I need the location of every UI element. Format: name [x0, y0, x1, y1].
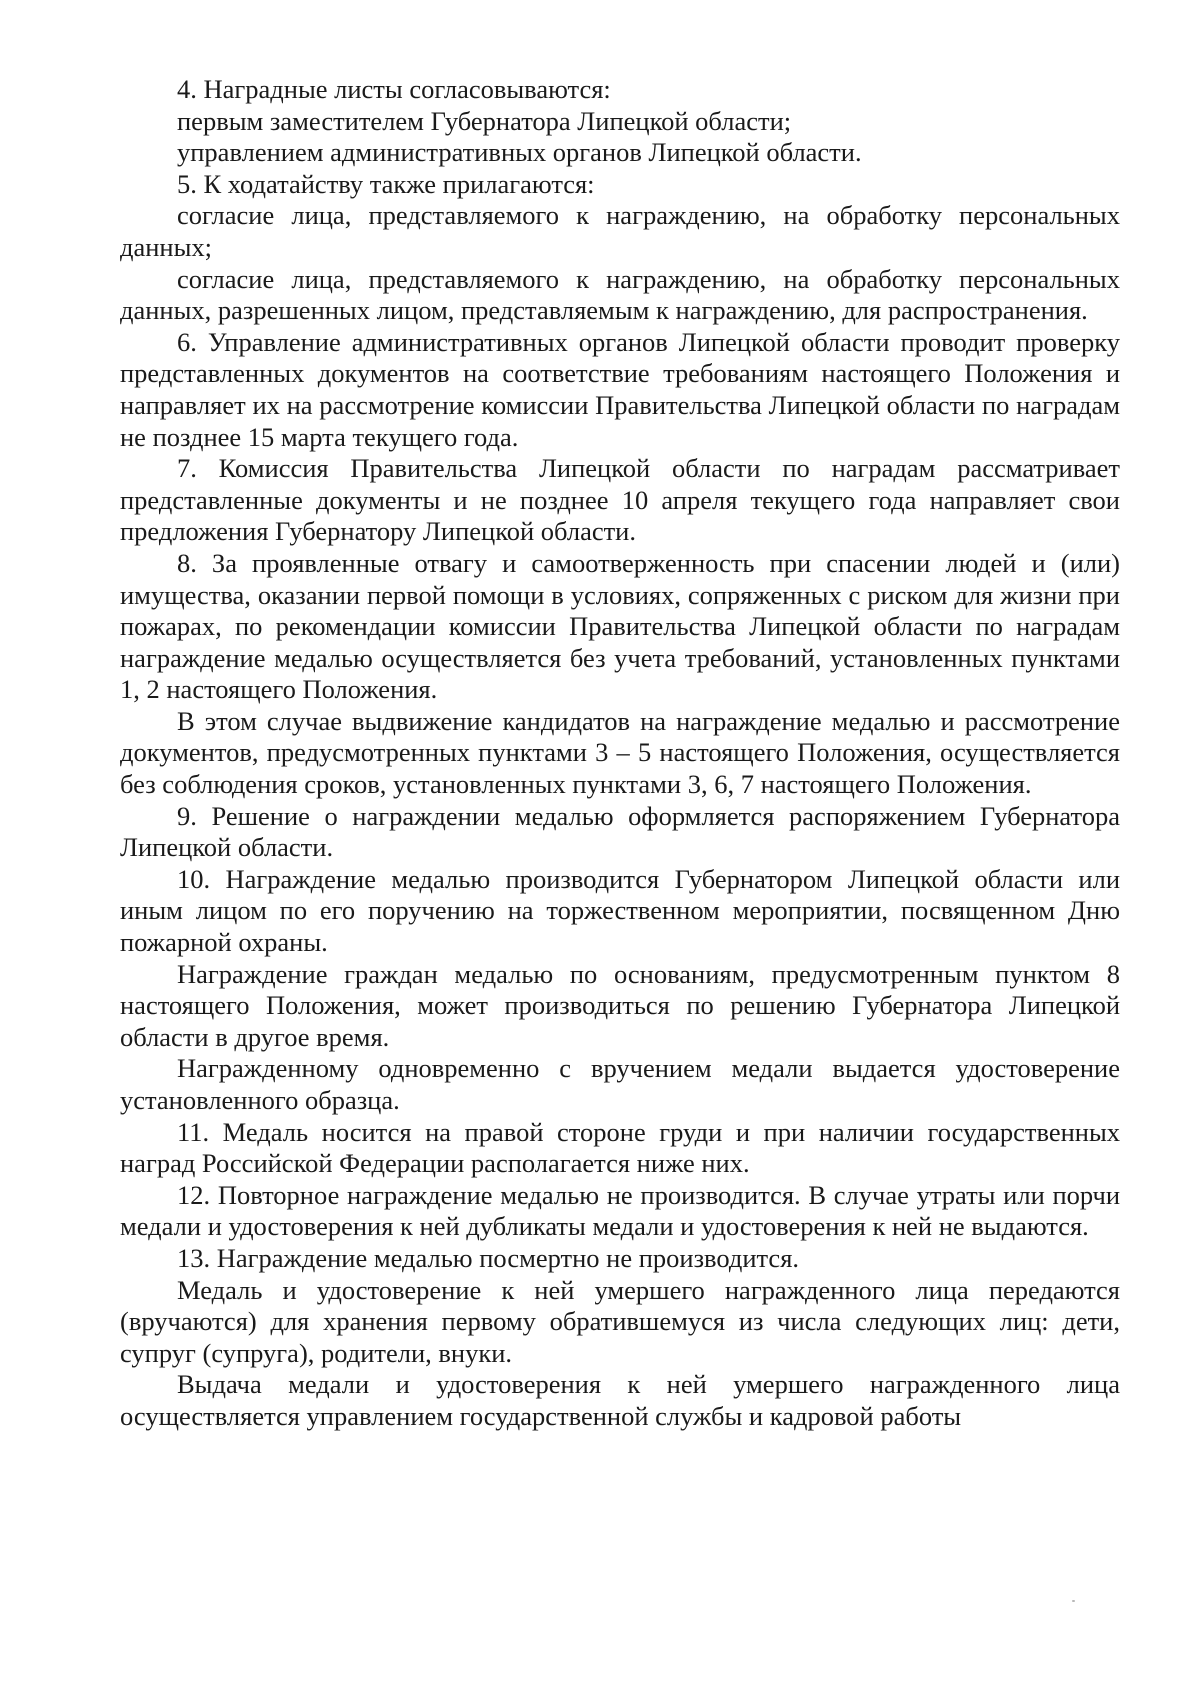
- paragraph-item-5: 5. К ходатайству также прилагаются:: [177, 168, 595, 199]
- paragraph-item-6: 6. Управление административных органов Липецкой области проводит проверку представленных документов на соответствие требованиям настоящего Положения и направляет их на рассмотрение комиссии Правительства Липецкой области по наградам не позднее 15 марта текущего года.: [120, 326, 1120, 452]
- paragraph-item-13-transfer: Медаль и удостоверение к ней умершего награжденного лица передаются (вручаются) для хранения первому обратившемуся из числа следующих лиц: дети, супруг (супруга), родители, внуки.: [120, 1274, 1120, 1368]
- paragraph-consent-personal-data: согласие лица, представляемого к награждению, на обработку персональных данных;: [120, 200, 1120, 262]
- paragraph-item-8: 8. За проявленные отвагу и самоотверженность при спасении людей и (или) имущества, оказании первой помощи в условиях, сопряженных с риском для жизни при пожарах, по рекомендации комиссии Правительства Липецкой области по наградам награждение медалью осуществляется без учета требований, установленных пунктами 1, 2 настоящего Положения.: [120, 547, 1120, 705]
- paragraph-approver-first-deputy: первым заместителем Губернатора Липецкой области;: [177, 105, 792, 136]
- paragraph-item-13: 13. Награждение медалью посмертно не производится.: [177, 1242, 800, 1273]
- paragraph-item-10-certificate: Награжденному одновременно с вручением медали выдается удостоверение установленного образца.: [120, 1053, 1120, 1115]
- paragraph-approver-admin-office: управлением административных органов Липецкой области.: [177, 137, 862, 168]
- paragraph-item-7: 7. Комиссия Правительства Липецкой области по наградам рассматривает представленные документы и не позднее 10 апреля текущего года направляет свои предложения Губернатору Липецкой области.: [120, 453, 1120, 547]
- paragraph-item-8-note: В этом случае выдвижение кандидатов на награждение медалью и рассмотрение документов, предусмотренных пунктами 3 – 5 настоящего Положения, осуществляется без соблюдения сроков, установленных пунктами 3, 6, 7 настоящего Положения.: [120, 705, 1120, 800]
- paragraph-item-9: 9. Решение о награждении медалью оформляется распоряжением Губернатора Липецкой области.: [120, 800, 1120, 863]
- paragraph-item-4: 4. Наградные листы согласовываются:: [177, 74, 611, 104]
- paragraph-item-10: 10. Награждение медалью производится Губернатором Липецкой области или иным лицом по его поручению на торжественном мероприятии, посвященном Дню пожарной охраны.: [120, 863, 1120, 958]
- paragraph-item-12: 12. Повторное награждение медалью не производится. В случае утраты или порчи медали и удостоверения к ней дубликаты медали и удостоверения к ней не выдаются.: [120, 1179, 1120, 1242]
- document-body: [120, 74, 1120, 1433]
- paragraph-item-10-other-time: Награждение граждан медалью по основаниям, предусмотренным пунктом 8 настоящего Положения, может производиться по решению Губернатора Липецкой области в другое время.: [120, 958, 1120, 1052]
- scan-speck: [1072, 1600, 1075, 1602]
- paragraph-item-11: 11. Медаль носится на правой стороне груди и при наличии государственных наград Российской Федерации располагается ниже них.: [120, 1116, 1120, 1179]
- paragraph-consent-distribution: согласие лица, представляемого к награждению, на обработку персональных данных, разрешенных лицом, представляемым к награждению, для распространения.: [120, 263, 1120, 326]
- paragraph-item-13-issuance: Выдача медали и удостоверения к ней умершего награжденного лица осуществляется управлением государственной службы и кадровой работы: [120, 1369, 1120, 1431]
